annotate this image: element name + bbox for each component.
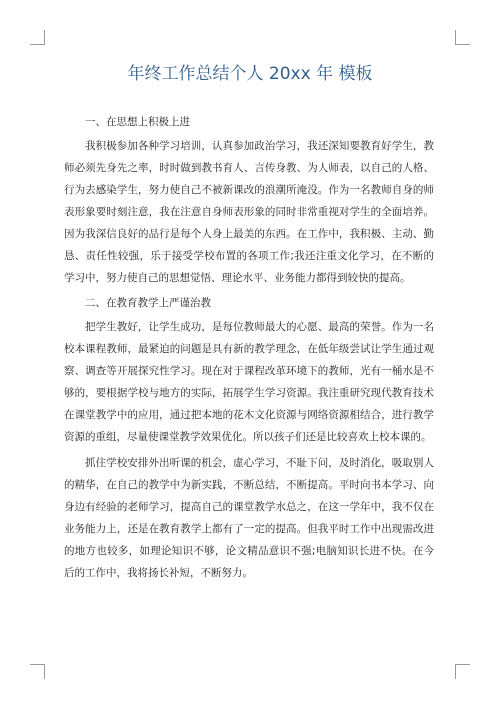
section-heading: 一、在思想上积极上进: [85, 116, 190, 128]
document-title: 年终工作总结个人 20xx 年 模板: [127, 64, 373, 84]
crop-mark-top-left: [30, 30, 45, 45]
crop-mark-bottom-left: [30, 664, 45, 679]
body-paragraph: 我积极参加各种学习培训，认真参加政治学习，我还深知要教育好学生，教师必须先身先之率，时时做到教书育人、言传身教、为人师表，以自己的人格、行为去感染学生，努力使自己不被新课改的浪潮所淹没。作为一名教师自身的师表形象要时刻注意，我在注意自身师表形象的同时非常重视对学生的全面培养。因为我深信良好的品行是每个人身上最美的东西。在工作中，我积极、主动、勤恳、责任性较强，乐于接受学校布置的各项工作;我还注重文化学习，在不断的学习中，努力使自己的思想觉悟、理论水平、业务能力都得到较快的提高。: [64, 140, 434, 284]
body-paragraph: 把学生教好，让学生成功，是每位教师最大的心愿、最高的荣誉。作为一名校本课程教师，最紧迫的问题是具有新的教学理念，在低年级尝试让学生通过观察、调查等开展探究性学习。现在对于课程改革环境下的教师，光有一桶水是不够的，要根据学校与地方的实际，拓展学生学习资源。我注重研究现代教育技术在课堂教学中的应用，通过把本地的花木文化资源与网络资源相结合，进行教学资源的重组，尽量使课堂教学效果优化。所以孩子们还是比较喜欢上校本课的。: [64, 321, 434, 443]
crop-mark-top-right: [455, 30, 470, 45]
section-heading: 二、在教育教学上严谨治教: [85, 297, 211, 309]
body-paragraph: 抓住学校安排外出听课的机会，虚心学习，不耻下问，及时消化，吸取别人的精华，在自己的教学中为新实践，不断总结，不断提高。平时向书本学习、向身边有经验的老师学习，提高自己的课堂教学水总之，在这一学年中，我不仅在业务能力上，还是在教育教学上都有了一定的提高。但我平时工作中出现需改进的地方也较多，如理论知识不够，论文精品意识不强;电脑知识长进不快。在今后的工作中，我将扬长补短，不断努力。: [64, 457, 434, 579]
document-body: [64, 112, 434, 588]
crop-mark-bottom-right: [455, 664, 470, 679]
